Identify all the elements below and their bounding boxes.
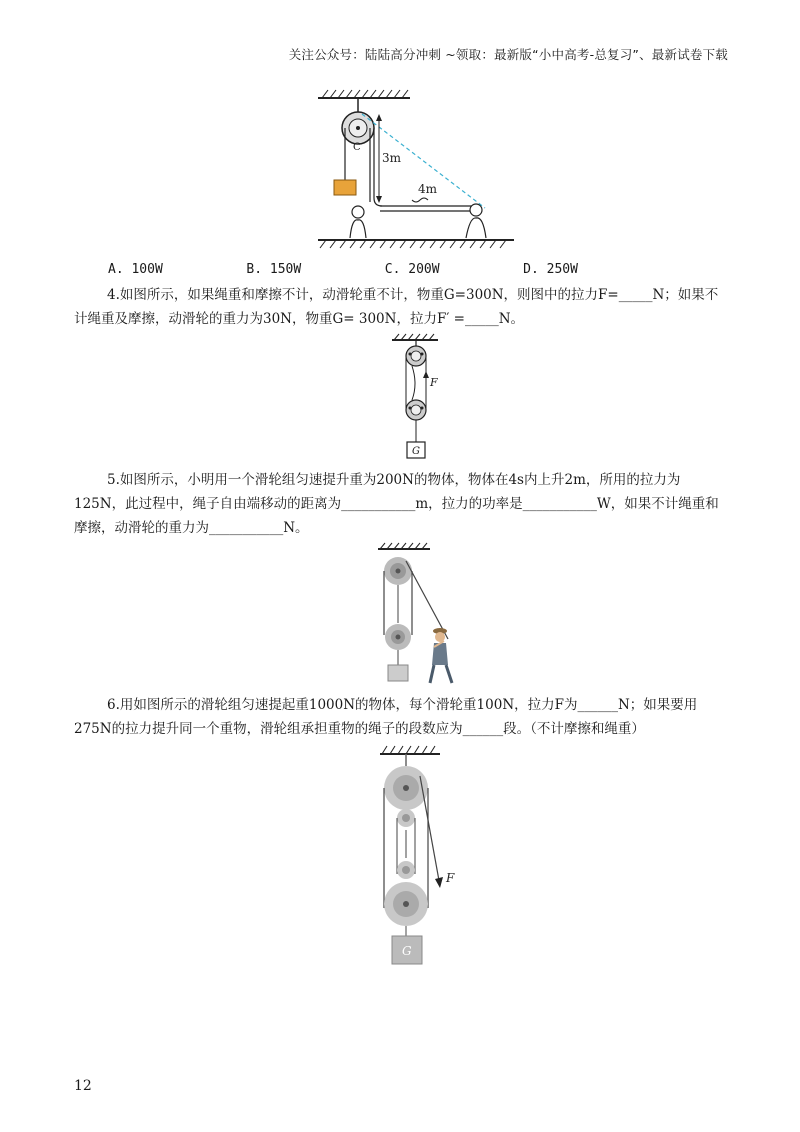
question-4 <box>74 283 734 331</box>
q3-options <box>108 262 578 277</box>
question-6 <box>74 693 734 741</box>
figure-1-pulley-diagram <box>300 90 530 255</box>
q5-line-2: 125N，此过程中，绳子自由端移动的距离为___________m，拉力的功率是___________W，如果不计绳重和 <box>74 496 719 512</box>
distance-label: 4m <box>418 182 438 196</box>
option-a: A. 100W <box>108 262 163 277</box>
page-number: 12 <box>74 1078 92 1094</box>
q6-force-label: F <box>446 871 455 885</box>
q4-force-label: F <box>430 376 438 389</box>
q4-weight-label: G <box>412 446 420 457</box>
q6-line-2: 275N的拉力提升同一个重物，滑轮组承担重物的绳子的段数应为______段。（不计摩擦和绳重） <box>74 721 645 737</box>
q6-weight-label: G <box>402 944 412 958</box>
option-d: D. 250W <box>523 262 578 277</box>
q4-line-2: 计绳重及摩擦，动滑轮的重力为30N，物重G= 300N，拉力F′ =_____N。 <box>74 311 525 327</box>
option-c: C. 200W <box>384 262 440 277</box>
page-header: 关注公众号：陆陆高分冲刺 ~领取：最新版“小中高考-总复习”、最新试卷下载 <box>288 47 728 62</box>
q4-line-1: 4.如图所示，如果绳重和摩擦不计，动滑轮重不计，物重G=300N，则图中的拉力F=_____N；如果不 <box>107 287 719 303</box>
figure-3-pulley-person <box>370 543 470 688</box>
height-label: 3m <box>382 151 402 165</box>
figure-2-pulley-block <box>388 334 448 464</box>
svg-text:C: C <box>353 142 361 153</box>
option-b: B. 150W <box>246 262 302 277</box>
question-5 <box>74 468 734 540</box>
q5-line-3: 摩擦，动滑轮的重力为___________N。 <box>74 520 309 536</box>
figure-4-compound-pulley <box>370 746 470 968</box>
q5-line-1: 5.如图所示，小明用一个滑轮组匀速提升重为200N的物体，物体在4s内上升2m，所用的拉力为 <box>107 472 681 488</box>
q6-line-1: 6.用如图所示的滑轮组匀速提起重1000N的物体，每个滑轮重100N，拉力F为______N；如果要用 <box>107 697 698 713</box>
